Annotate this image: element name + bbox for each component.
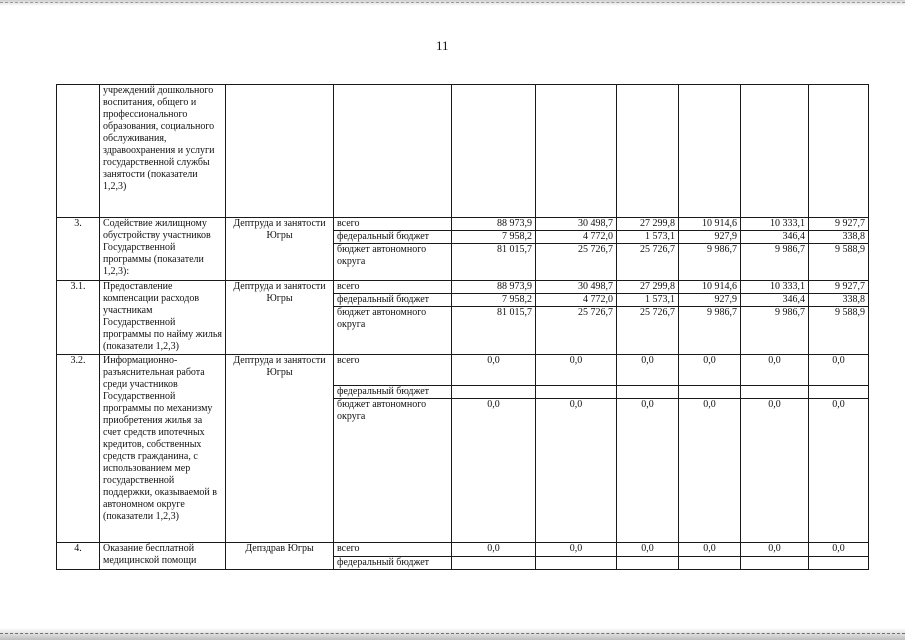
page-number: 11 (436, 38, 449, 53)
executor: Дептруда и занятости Югры (226, 281, 334, 355)
task-description: Информационно-разъяснительная работа среди участников Государственной программы по механизму приобретения жилья за счет средств ипотечных кредитов, собственных средств гражданина, с использованием мер государственной поддержки, оказываемой в автономном округе (показатели 1,2,3) (100, 355, 226, 543)
value-cell (452, 557, 536, 570)
value-cell: 9 927,7 (809, 281, 869, 294)
value-cell (679, 85, 741, 218)
funding-source: федеральный бюджет (334, 294, 452, 307)
value-cell (617, 85, 679, 218)
value-cell: 10 914,6 (679, 281, 741, 294)
value-cell: 7 958,2 (452, 231, 536, 244)
row-number: 4. (57, 543, 100, 570)
value-cell: 9 927,7 (809, 218, 869, 231)
value-cell: 338,8 (809, 294, 869, 307)
value-cell: 4 772,0 (536, 294, 617, 307)
value-cell: 1 573,1 (617, 231, 679, 244)
funding-source: всего (334, 355, 452, 386)
value-cell: 0,0 (741, 355, 809, 386)
value-cell: 0,0 (536, 355, 617, 386)
funding-source: бюджет автономного округа (334, 307, 452, 355)
value-cell: 0,0 (809, 399, 869, 543)
scan-bottom-edge (0, 628, 905, 640)
value-cell: 27 299,8 (617, 281, 679, 294)
value-cell: 88 973,9 (452, 218, 536, 231)
value-cell: 30 498,7 (536, 218, 617, 231)
value-cell: 0,0 (809, 543, 869, 557)
funding-source: федеральный бюджет (334, 231, 452, 244)
task-description: учреждений дошкольного воспитания, общего и профессионального образования, социального обслуживания, здравоохранения и услуги государственной службы занятости (показатели 1,2,3) (100, 85, 226, 218)
value-cell: 0,0 (617, 543, 679, 557)
value-cell: 10 333,1 (741, 281, 809, 294)
value-cell: 27 299,8 (617, 218, 679, 231)
funding-table (56, 84, 869, 570)
value-cell: 4 772,0 (536, 231, 617, 244)
value-cell (452, 386, 536, 399)
value-cell: 0,0 (536, 543, 617, 557)
value-cell: 0,0 (741, 399, 809, 543)
value-cell: 10 914,6 (679, 218, 741, 231)
value-cell: 338,8 (809, 231, 869, 244)
value-cell (617, 386, 679, 399)
scan-top-artifact (0, 2, 905, 3)
value-cell: 0,0 (741, 543, 809, 557)
funding-source: всего (334, 218, 452, 231)
value-cell (809, 85, 869, 218)
value-cell (741, 557, 809, 570)
value-cell (536, 85, 617, 218)
executor: Дептруда и занятости Югры (226, 218, 334, 281)
value-cell: 88 973,9 (452, 281, 536, 294)
value-cell: 25 726,7 (617, 244, 679, 281)
value-cell (536, 557, 617, 570)
value-cell (741, 85, 809, 218)
table-row (57, 355, 869, 386)
value-cell: 927,9 (679, 294, 741, 307)
value-cell: 346,4 (741, 231, 809, 244)
funding-source: бюджет автономного округа (334, 244, 452, 281)
table-row (57, 218, 869, 231)
executor: Депздрав Югры (226, 543, 334, 570)
value-cell: 25 726,7 (536, 307, 617, 355)
task-description: Оказание бесплатной медицинской помощи (100, 543, 226, 570)
scan-top-edge (0, 0, 905, 6)
value-cell (809, 386, 869, 399)
value-cell: 0,0 (809, 355, 869, 386)
row-number: 3.1. (57, 281, 100, 355)
value-cell: 0,0 (617, 355, 679, 386)
value-cell (617, 557, 679, 570)
funding-source: всего (334, 543, 452, 557)
value-cell: 10 333,1 (741, 218, 809, 231)
value-cell: 25 726,7 (536, 244, 617, 281)
value-cell: 7 958,2 (452, 294, 536, 307)
funding-source (334, 85, 452, 218)
value-cell: 9 986,7 (741, 244, 809, 281)
value-cell: 0,0 (452, 543, 536, 557)
value-cell: 9 986,7 (679, 307, 741, 355)
value-cell: 81 015,7 (452, 307, 536, 355)
value-cell (536, 386, 617, 399)
value-cell: 0,0 (452, 399, 536, 543)
row-number: 3.2. (57, 355, 100, 543)
value-cell: 0,0 (617, 399, 679, 543)
value-cell: 0,0 (536, 399, 617, 543)
scan-bottom-artifact (0, 633, 905, 634)
value-cell (741, 386, 809, 399)
value-cell: 81 015,7 (452, 244, 536, 281)
value-cell: 1 573,1 (617, 294, 679, 307)
executor (226, 85, 334, 218)
value-cell (679, 386, 741, 399)
value-cell: 9 986,7 (679, 244, 741, 281)
value-cell: 927,9 (679, 231, 741, 244)
task-description: Предоставление компенсации расходов участникам Государственной программы по найму жилья (показатели 1,2,3) (100, 281, 226, 355)
value-cell: 0,0 (679, 399, 741, 543)
value-cell: 0,0 (679, 543, 741, 557)
row-number (57, 85, 100, 218)
executor: Дептруда и занятости Югры (226, 355, 334, 543)
value-cell: 346,4 (741, 294, 809, 307)
value-cell: 9 588,9 (809, 244, 869, 281)
funding-source: всего (334, 281, 452, 294)
value-cell (809, 557, 869, 570)
task-description: Содействие жилищному обустройству участников Государственной программы (показатели 1,2,3): (100, 218, 226, 281)
funding-source: бюджет автономного округа (334, 399, 452, 543)
value-cell: 0,0 (679, 355, 741, 386)
value-cell: 0,0 (452, 355, 536, 386)
value-cell: 9 986,7 (741, 307, 809, 355)
value-cell: 9 588,9 (809, 307, 869, 355)
value-cell: 30 498,7 (536, 281, 617, 294)
value-cell (679, 557, 741, 570)
funding-source: федеральный бюджет (334, 386, 452, 399)
row-number: 3. (57, 218, 100, 281)
table-row (57, 85, 869, 218)
value-cell (452, 85, 536, 218)
table-row (57, 543, 869, 557)
value-cell: 25 726,7 (617, 307, 679, 355)
table-row (57, 281, 869, 294)
funding-source: федеральный бюджет (334, 557, 452, 570)
